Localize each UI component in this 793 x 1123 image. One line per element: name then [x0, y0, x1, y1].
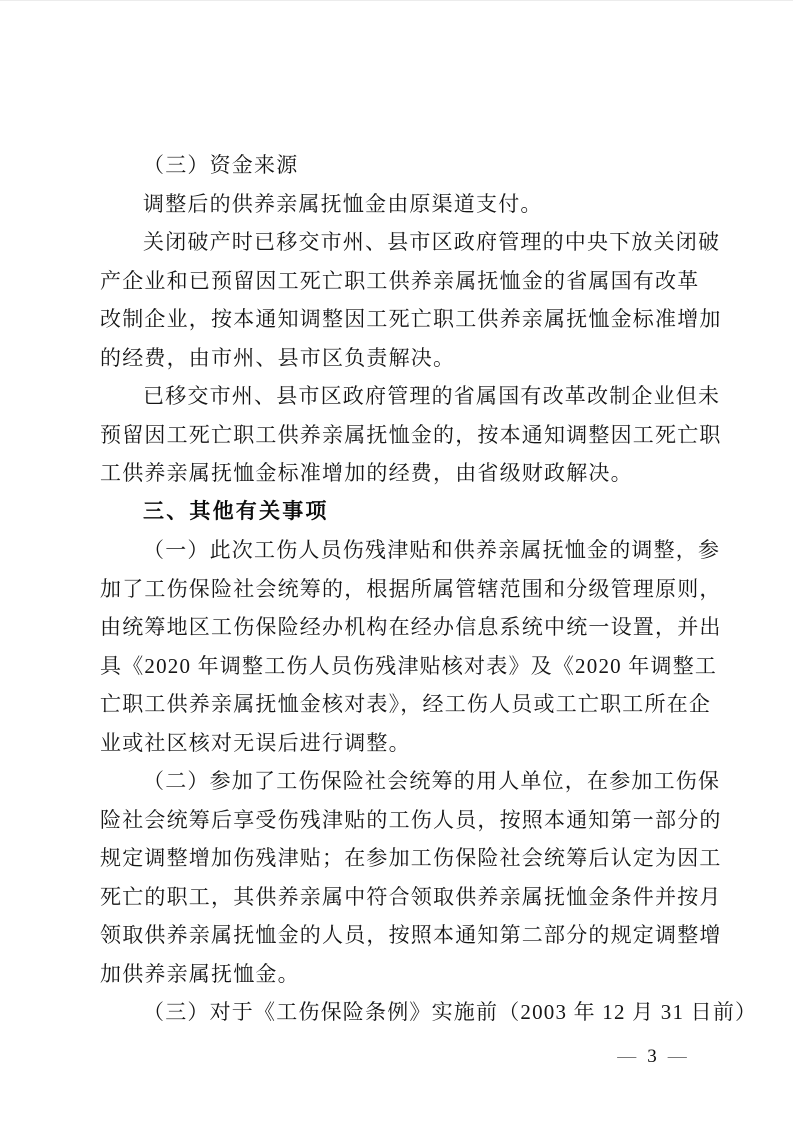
subheading-funding-source: （三）资金来源	[143, 153, 299, 177]
text-line: 亡职工供养亲属抚恤金核对表》，经工伤人员或工亡职工所在企	[100, 692, 712, 716]
text-line: 关闭破产时已移交市州、县市区政府管理的中央下放关闭破	[143, 230, 721, 254]
text-line: （三）对于《工伤保险条例》实施前（2003 年 12 月 31 日前）	[143, 1000, 758, 1024]
text-line: 改制企业，按本通知调整因工死亡职工供养亲属抚恤金标准增加	[100, 307, 722, 331]
text-line: 险社会统筹后享受伤残津贴的工伤人员，按照本通知第一部分的	[100, 807, 722, 832]
text-line: 业或社区核对无误后进行调整。	[100, 730, 411, 755]
page-number-value: 3	[647, 1046, 657, 1067]
text-line: 由统筹地区工伤保险经办机构在经办信息系统中统一设置，并出	[100, 615, 722, 639]
text-line: 调整后的供养亲属抚恤金由原渠道支付。	[143, 191, 543, 216]
heading-other-matters: 三、其他有关事项	[143, 499, 329, 523]
text-line: 的经费，由市州、县市区负责解决。	[100, 345, 456, 370]
text-line: 加供养亲属抚恤金。	[100, 961, 300, 986]
document-text-block	[100, 146, 758, 1032]
text-line: 具《2020 年调整工伤人员伤残津贴核对表》及《2020 年调整工	[100, 653, 718, 678]
text-line: 产企业和已预留因工死亡职工供养亲属抚恤金的省属国有改革	[100, 268, 700, 293]
text-line: 死亡的职工，其供养亲属中符合领取供养亲属抚恤金条件并按月	[100, 884, 722, 909]
text-line: 领取供养亲属抚恤金的人员，按照本通知第二部分的规定调整增	[100, 923, 722, 947]
text-line: （一）此次工伤人员伤残津贴和供养亲属抚恤金的调整，参	[143, 538, 721, 562]
text-line: 加了工伤保险社会统筹的，根据所属管辖范围和分级管理原则，	[100, 576, 722, 601]
text-line: 规定调整增加伤残津贴；在参加工伤保险社会统筹后认定为因工	[100, 846, 722, 870]
text-line: （二）参加了工伤保险社会统筹的用人单位，在参加工伤保	[143, 769, 721, 793]
text-line: 预留因工死亡职工供养亲属抚恤金的，按本通知调整因工死亡职	[100, 422, 722, 447]
text-line: 工供养亲属抚恤金标准增加的经费，由省级财政解决。	[100, 461, 633, 485]
text-line: 已移交市州、县市区政府管理的省属国有改革改制企业但未	[143, 384, 721, 408]
page-number	[572, 1042, 732, 1072]
page-number-dash-right: —	[667, 1046, 687, 1067]
page-number-dash-left: —	[617, 1046, 637, 1067]
